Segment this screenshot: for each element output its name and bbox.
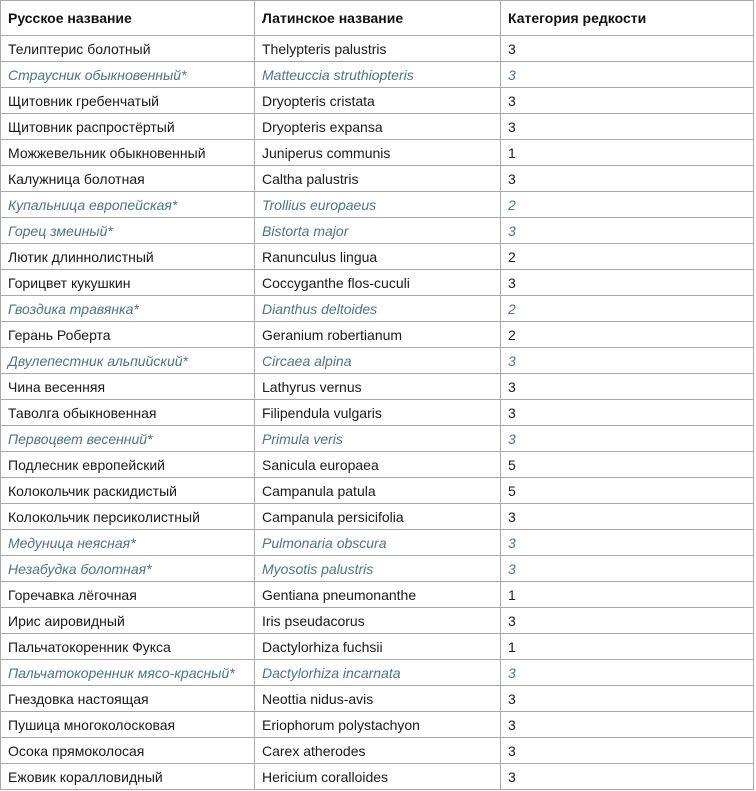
- latin-name-cell: Eriophorum polystachyon: [255, 712, 501, 738]
- russian-name-cell: Герань Роберта: [1, 322, 255, 348]
- russian-name-cell: Горец змеиный*: [1, 218, 255, 244]
- latin-name-cell: Campanula patula: [255, 478, 501, 504]
- russian-name-cell: Страусник обыкновенный*: [1, 62, 255, 88]
- rarity-category-cell: 3: [501, 270, 754, 296]
- russian-name-cell: Щитовник распростёртый: [1, 114, 255, 140]
- latin-name-cell: Dianthus deltoides: [255, 296, 501, 322]
- rarity-category-cell: 2: [501, 296, 754, 322]
- table-row: [1, 192, 754, 218]
- latin-name-cell: Gentiana pneumonanthe: [255, 582, 501, 608]
- russian-name-cell: Пушица многоколосковая: [1, 712, 255, 738]
- latin-name-cell: Matteuccia struthiopteris: [255, 62, 501, 88]
- latin-name-cell: Bistorta major: [255, 218, 501, 244]
- latin-name-cell: Juniperus communis: [255, 140, 501, 166]
- russian-name-cell: Первоцвет весенний*: [1, 426, 255, 452]
- table-row: [1, 296, 754, 322]
- table-row: [1, 426, 754, 452]
- rarity-category-cell: 5: [501, 478, 754, 504]
- table-row: [1, 738, 754, 764]
- table-row: [1, 582, 754, 608]
- latin-name-cell: Iris pseudacorus: [255, 608, 501, 634]
- russian-name-cell: Можжевельник обыкновенный: [1, 140, 255, 166]
- latin-name-cell: Dryopteris expansa: [255, 114, 501, 140]
- rarity-category-cell: 1: [501, 634, 754, 660]
- table-row: [1, 244, 754, 270]
- rarity-category-cell: 3: [501, 530, 754, 556]
- latin-name-cell: Campanula persicifolia: [255, 504, 501, 530]
- rarity-category-cell: 3: [501, 374, 754, 400]
- latin-name-cell: Ranunculus lingua: [255, 244, 501, 270]
- table-row: [1, 62, 754, 88]
- table-row: [1, 270, 754, 296]
- rarity-category-cell: 2: [501, 244, 754, 270]
- latin-name-cell: Dactylorhiza incarnata: [255, 660, 501, 686]
- latin-name-cell: Dactylorhiza fuchsii: [255, 634, 501, 660]
- table-row: [1, 686, 754, 712]
- table-row: [1, 36, 754, 62]
- russian-name-cell: Горицвет кукушкин: [1, 270, 255, 296]
- rarity-category-cell: 3: [501, 36, 754, 62]
- latin-name-cell: Myosotis palustris: [255, 556, 501, 582]
- table-row: [1, 400, 754, 426]
- table-row: [1, 218, 754, 244]
- rarity-category-cell: 5: [501, 452, 754, 478]
- latin-name-cell: Caltha palustris: [255, 166, 501, 192]
- latin-name-cell: Neottia nidus-avis: [255, 686, 501, 712]
- russian-name-cell: Колокольчик персиколистный: [1, 504, 255, 530]
- table-row: [1, 478, 754, 504]
- table-row: [1, 608, 754, 634]
- russian-name-cell: Лютик длиннолистный: [1, 244, 255, 270]
- russian-name-cell: Осока прямоколосая: [1, 738, 255, 764]
- table-row: [1, 634, 754, 660]
- table-row: [1, 764, 754, 790]
- latin-name-cell: Lathyrus vernus: [255, 374, 501, 400]
- rarity-category-cell: 3: [501, 608, 754, 634]
- latin-name-cell: Carex atherodes: [255, 738, 501, 764]
- rarity-category-cell: 3: [501, 764, 754, 790]
- russian-name-cell: Пальчатокоренник Фукса: [1, 634, 255, 660]
- russian-name-cell: Щитовник гребенчатый: [1, 88, 255, 114]
- rarity-category-cell: 3: [501, 62, 754, 88]
- table-row: [1, 322, 754, 348]
- rarity-category-cell: 3: [501, 660, 754, 686]
- latin-name-cell: Thelypteris palustris: [255, 36, 501, 62]
- russian-name-cell: Гвоздика травянка*: [1, 296, 255, 322]
- latin-name-cell: Circaea alpina: [255, 348, 501, 374]
- latin-name-cell: Primula veris: [255, 426, 501, 452]
- table-row: [1, 660, 754, 686]
- russian-name-cell: Ирис аировидный: [1, 608, 255, 634]
- rarity-category-cell: 3: [501, 556, 754, 582]
- table-row: [1, 504, 754, 530]
- table-row: [1, 374, 754, 400]
- latin-name-cell: Dryopteris cristata: [255, 88, 501, 114]
- russian-name-cell: Пальчатокоренник мясо-красный*: [1, 660, 255, 686]
- russian-name-cell: Горечавка лёгочная: [1, 582, 255, 608]
- rarity-category-cell: 3: [501, 218, 754, 244]
- russian-name-cell: Подлесник европейский: [1, 452, 255, 478]
- table-row: [1, 166, 754, 192]
- russian-name-cell: Двулепестник альпийский*: [1, 348, 255, 374]
- table-row: [1, 556, 754, 582]
- latin-name-cell: Filipendula vulgaris: [255, 400, 501, 426]
- rarity-category-cell: 3: [501, 166, 754, 192]
- rarity-category-cell: 3: [501, 400, 754, 426]
- rarity-category-cell: 2: [501, 192, 754, 218]
- rarity-category-cell: 3: [501, 114, 754, 140]
- rarity-category-cell: 1: [501, 140, 754, 166]
- table-header-row: [1, 1, 754, 36]
- russian-name-cell: Ежовик коралловидный: [1, 764, 255, 790]
- russian-name-cell: Медуница неясная*: [1, 530, 255, 556]
- table-row: [1, 140, 754, 166]
- table-row: [1, 530, 754, 556]
- column-header-latin-name: Латинское название: [255, 1, 501, 36]
- rarity-category-cell: 2: [501, 322, 754, 348]
- russian-name-cell: Незабудка болотная*: [1, 556, 255, 582]
- rarity-category-cell: 3: [501, 88, 754, 114]
- russian-name-cell: Гнездовка настоящая: [1, 686, 255, 712]
- latin-name-cell: Trollius europaeus: [255, 192, 501, 218]
- latin-name-cell: Pulmonaria obscura: [255, 530, 501, 556]
- rarity-category-cell: 3: [501, 712, 754, 738]
- rarity-category-cell: 3: [501, 686, 754, 712]
- rarity-category-cell: 3: [501, 504, 754, 530]
- table-row: [1, 712, 754, 738]
- latin-name-cell: Geranium robertianum: [255, 322, 501, 348]
- rarity-category-cell: 3: [501, 348, 754, 374]
- latin-name-cell: Hericium coralloides: [255, 764, 501, 790]
- rarity-category-cell: 3: [501, 738, 754, 764]
- column-header-russian-name: Русское название: [1, 1, 255, 36]
- table-row: [1, 348, 754, 374]
- russian-name-cell: Колокольчик раскидистый: [1, 478, 255, 504]
- russian-name-cell: Чина весенняя: [1, 374, 255, 400]
- table-row: [1, 88, 754, 114]
- table-body: [1, 36, 754, 790]
- latin-name-cell: Sanicula europaea: [255, 452, 501, 478]
- rarity-category-cell: 1: [501, 582, 754, 608]
- column-header-rarity-category: Категория редкости: [501, 1, 754, 36]
- rarity-category-cell: 3: [501, 426, 754, 452]
- russian-name-cell: Телиптерис болотный: [1, 36, 255, 62]
- russian-name-cell: Купальница европейская*: [1, 192, 255, 218]
- latin-name-cell: Coccyganthe flos-cuculi: [255, 270, 501, 296]
- russian-name-cell: Калужница болотная: [1, 166, 255, 192]
- table-row: [1, 114, 754, 140]
- table-row: [1, 452, 754, 478]
- russian-name-cell: Таволга обыкновенная: [1, 400, 255, 426]
